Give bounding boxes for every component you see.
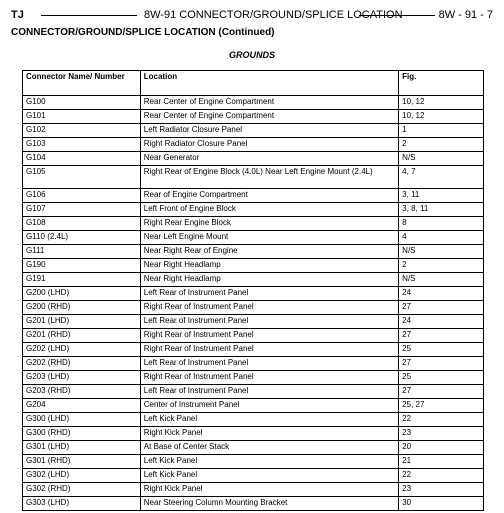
page-subtitle: CONNECTOR/GROUND/SPLICE LOCATION (Continued) (11, 27, 275, 38)
cell-name: G191 (23, 273, 141, 287)
header-rule-left (41, 15, 137, 16)
cell-name: G301 (RHD) (23, 455, 141, 469)
cell-name: G107 (23, 203, 141, 217)
table-row (23, 273, 484, 287)
cell-location: Left Rear of Instrument Panel (140, 315, 398, 329)
cell-fig: 23 (399, 483, 484, 497)
table-row (23, 259, 484, 273)
cell-fig: 27 (399, 301, 484, 315)
cell-fig: 2 (399, 259, 484, 273)
cell-fig: 8 (399, 217, 484, 231)
cell-fig: 25 (399, 371, 484, 385)
page-number: 8W - 91 - 7 (438, 9, 493, 21)
cell-location: Left Radiator Closure Panel (140, 124, 398, 138)
cell-name: G200 (LHD) (23, 287, 141, 301)
cell-name: G105 (23, 166, 141, 189)
cell-fig: 25 (399, 343, 484, 357)
table-row (23, 455, 484, 469)
cell-fig: 23 (399, 427, 484, 441)
cell-name: G101 (23, 110, 141, 124)
table-row (23, 413, 484, 427)
table-row (23, 96, 484, 110)
table-row (23, 357, 484, 371)
table-row (23, 469, 484, 483)
cell-fig: N/S (399, 245, 484, 259)
cell-name: G302 (LHD) (23, 469, 141, 483)
cell-fig: 27 (399, 329, 484, 343)
cell-location: Right Rear Engine Block (140, 217, 398, 231)
cell-location: Near Right Headlamp (140, 259, 398, 273)
cell-fig: 10, 12 (399, 96, 484, 110)
cell-name: G300 (LHD) (23, 413, 141, 427)
cell-name: G104 (23, 152, 141, 166)
cell-location: Right Rear of Instrument Panel (140, 343, 398, 357)
table-row (23, 399, 484, 413)
cell-name: G200 (RHD) (23, 301, 141, 315)
cell-name: G301 (LHD) (23, 441, 141, 455)
cell-name: G201 (LHD) (23, 315, 141, 329)
cell-name: G106 (23, 189, 141, 203)
cell-location: Near Steering Column Mounting Bracket (140, 497, 398, 511)
cell-fig: 2 (399, 138, 484, 152)
cell-name: G110 (2.4L) (23, 231, 141, 245)
cell-location: Right Rear of Instrument Panel (140, 301, 398, 315)
cell-fig: 25, 27 (399, 399, 484, 413)
cell-name: G102 (23, 124, 141, 138)
table-row (23, 138, 484, 152)
cell-name: G203 (RHD) (23, 385, 141, 399)
cell-fig: 3, 11 (399, 189, 484, 203)
cell-fig: N/S (399, 152, 484, 166)
cell-location: Left Rear of Instrument Panel (140, 287, 398, 301)
cell-location: Right Rear of Instrument Panel (140, 329, 398, 343)
table-row (23, 189, 484, 203)
cell-location: Near Right Headlamp (140, 273, 398, 287)
cell-fig: 21 (399, 455, 484, 469)
cell-name: G108 (23, 217, 141, 231)
cell-fig: 27 (399, 357, 484, 371)
cell-fig: 24 (399, 315, 484, 329)
cell-location: Right Rear of Instrument Panel (140, 371, 398, 385)
cell-location: Right Radiator Closure Panel (140, 138, 398, 152)
cell-location: Right Kick Panel (140, 483, 398, 497)
cell-name: G190 (23, 259, 141, 273)
table-row (23, 110, 484, 124)
cell-fig: 27 (399, 385, 484, 399)
cell-location: Left Rear of Instrument Panel (140, 357, 398, 371)
cell-name: G201 (RHD) (23, 329, 141, 343)
column-header-location: Location (140, 71, 398, 96)
table-row (23, 301, 484, 315)
grounds-table (22, 70, 484, 511)
cell-fig: 3, 8, 11 (399, 203, 484, 217)
cell-fig: 20 (399, 441, 484, 455)
cell-fig: 1 (399, 124, 484, 138)
table-row (23, 166, 484, 189)
table-row (23, 315, 484, 329)
cell-fig: 10, 12 (399, 110, 484, 124)
cell-location: Right Rear of Engine Block (4.0L) Near Left Engine Mount (2.4L) (140, 166, 398, 189)
column-header-fig: Fig. (399, 71, 484, 96)
model-code: TJ (11, 9, 24, 21)
cell-name: G302 (RHD) (23, 483, 141, 497)
cell-location: Near Left Engine Mount (140, 231, 398, 245)
cell-fig: 30 (399, 497, 484, 511)
header-rule-right (359, 15, 435, 16)
cell-location: Rear Center of Engine Compartment (140, 96, 398, 110)
table-row (23, 124, 484, 138)
cell-location: Near Right Rear of Engine (140, 245, 398, 259)
cell-location: Left Kick Panel (140, 455, 398, 469)
cell-location: Right Kick Panel (140, 427, 398, 441)
cell-name: G111 (23, 245, 141, 259)
table-row (23, 245, 484, 259)
cell-fig: 24 (399, 287, 484, 301)
table-row (23, 217, 484, 231)
cell-location: Left Kick Panel (140, 413, 398, 427)
cell-name: G100 (23, 96, 141, 110)
cell-fig: 22 (399, 469, 484, 483)
cell-location: Left Rear of Instrument Panel (140, 385, 398, 399)
table-row (23, 343, 484, 357)
cell-location: Near Generator (140, 152, 398, 166)
table-row (23, 203, 484, 217)
table-row (23, 497, 484, 511)
cell-location: Rear of Engine Compartment (140, 189, 398, 203)
column-header-connector: Connector Name/ Number (23, 71, 141, 96)
table-row (23, 441, 484, 455)
table-row (23, 371, 484, 385)
table-row (23, 385, 484, 399)
cell-location: At Base of Center Stack (140, 441, 398, 455)
cell-location: Left Kick Panel (140, 469, 398, 483)
cell-fig: 4, 7 (399, 166, 484, 189)
cell-fig: N/S (399, 273, 484, 287)
cell-name: G203 (LHD) (23, 371, 141, 385)
cell-fig: 4 (399, 231, 484, 245)
cell-name: G204 (23, 399, 141, 413)
table-title: GROUNDS (228, 50, 275, 60)
cell-name: G202 (LHD) (23, 343, 141, 357)
table-row (23, 329, 484, 343)
cell-name: G202 (RHD) (23, 357, 141, 371)
cell-name: G103 (23, 138, 141, 152)
cell-location: Rear Center of Engine Compartment (140, 110, 398, 124)
table-row (23, 231, 484, 245)
table-row (23, 152, 484, 166)
section-heading: 8W-91 CONNECTOR/GROUND/SPLICE LOCATION (144, 9, 403, 21)
table-row (23, 427, 484, 441)
table-header-row (23, 71, 484, 96)
cell-name: G300 (RHD) (23, 427, 141, 441)
table-row (23, 483, 484, 497)
cell-location: Left Front of Engine Block (140, 203, 398, 217)
cell-location: Center of Instrument Panel (140, 399, 398, 413)
cell-fig: 22 (399, 413, 484, 427)
page-header (11, 9, 495, 23)
cell-name: G303 (LHD) (23, 497, 141, 511)
table-row (23, 287, 484, 301)
